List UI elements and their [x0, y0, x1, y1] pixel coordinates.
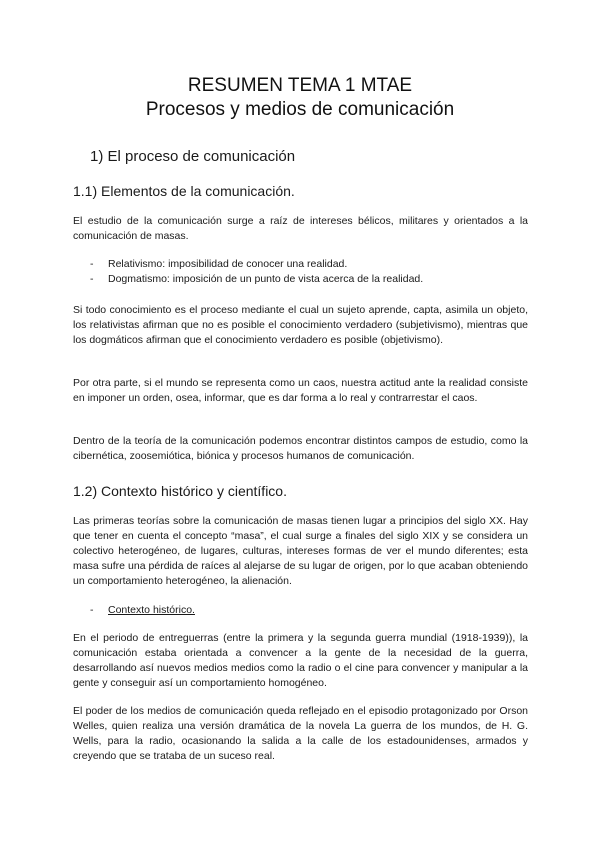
- document-subtitle: Procesos y medios de comunicación: [145, 99, 455, 120]
- bullet-dash: -: [90, 604, 94, 616]
- list-item: [90, 272, 423, 287]
- bullet-dash: -: [90, 273, 94, 285]
- list-item: [90, 257, 347, 272]
- paragraph-2: Si todo conocimiento es el proceso mediante el cual un sujeto aprende, capta, asimila un objeto, los relativistas afirman que no es posible el conocimiento verdadero (subjetivismo), mientras que los dogmáticos afirman que el conocimiento verdadero es posible (objetivismo).: [73, 304, 528, 346]
- paragraph-4: Dentro de la teoría de la comunicación podemos encontrar distintos campos de estudio, como la cibernética, zoosemiótica, biónica y procesos humanos de comunicación.: [73, 435, 528, 462]
- section-heading-1-2: 1.2) Contexto histórico y científico.: [73, 483, 287, 499]
- paragraph-7: El poder de los medios de comunicación queda reflejado en el episodio protagonizado por Orson Welles, quien realiza una versión dramática de la novela La guerra de los mundos, de H. G. Wells, para la radio, ocasionando la salida a la calle de los estadounidenses, armados y creyendo que se trataba de un suceso real.: [73, 705, 528, 762]
- paragraph-3: Por otra parte, si el mundo se representa como un caos, nuestra actitud ante la realidad consiste en imponer un orden, osea, informar, que es dar forma a lo real y contrarrestar el caos.: [73, 377, 528, 404]
- paragraph-6: En el periodo de entreguerras (entre la primera y la segunda guerra mundial (1918-1939)), la comunicación estaba orientada a convencer a la gente de la necesidad de la guerra, desarrollando así nuevos medios medios como la radio o el cine para convencer y manipular a la gente y conseguir así un comportamiento homogéneo.: [73, 632, 528, 689]
- section-heading-1-1: 1.1) Elementos de la comunicación.: [73, 183, 295, 199]
- list-item-text: Dogmatismo: imposición de un punto de vista acerca de la realidad.: [108, 273, 424, 285]
- paragraph-5: Las primeras teorías sobre la comunicación de masas tienen lugar a principios del siglo XX. Hay que tener en cuenta el concepto “masa”, el cual surge a finales del siglo XIX y se considera un colectivo heterogéneo, de lugares, culturas, intereses formas de ver el mundo diferentes; esta masa sufre una pérdida de raíces al alejarse de su lugar de origen, por lo que acaban obteniendo un comportamiento heterogéneo, la alienación.: [73, 515, 528, 587]
- list-item-text: Relativismo: imposibilidad de conocer una realidad.: [108, 258, 348, 270]
- document-title: RESUMEN TEMA 1 MTAE: [187, 75, 413, 96]
- paragraph-1: El estudio de la comunicación surge a raíz de intereses bélicos, militares y orientados a la comunicación de masas.: [73, 215, 528, 242]
- section-heading-1: 1) El proceso de comunicación: [90, 148, 296, 165]
- subheading-underlined: Contexto histórico.: [108, 604, 195, 616]
- bullet-dash: -: [90, 258, 94, 270]
- list-item: [90, 603, 195, 618]
